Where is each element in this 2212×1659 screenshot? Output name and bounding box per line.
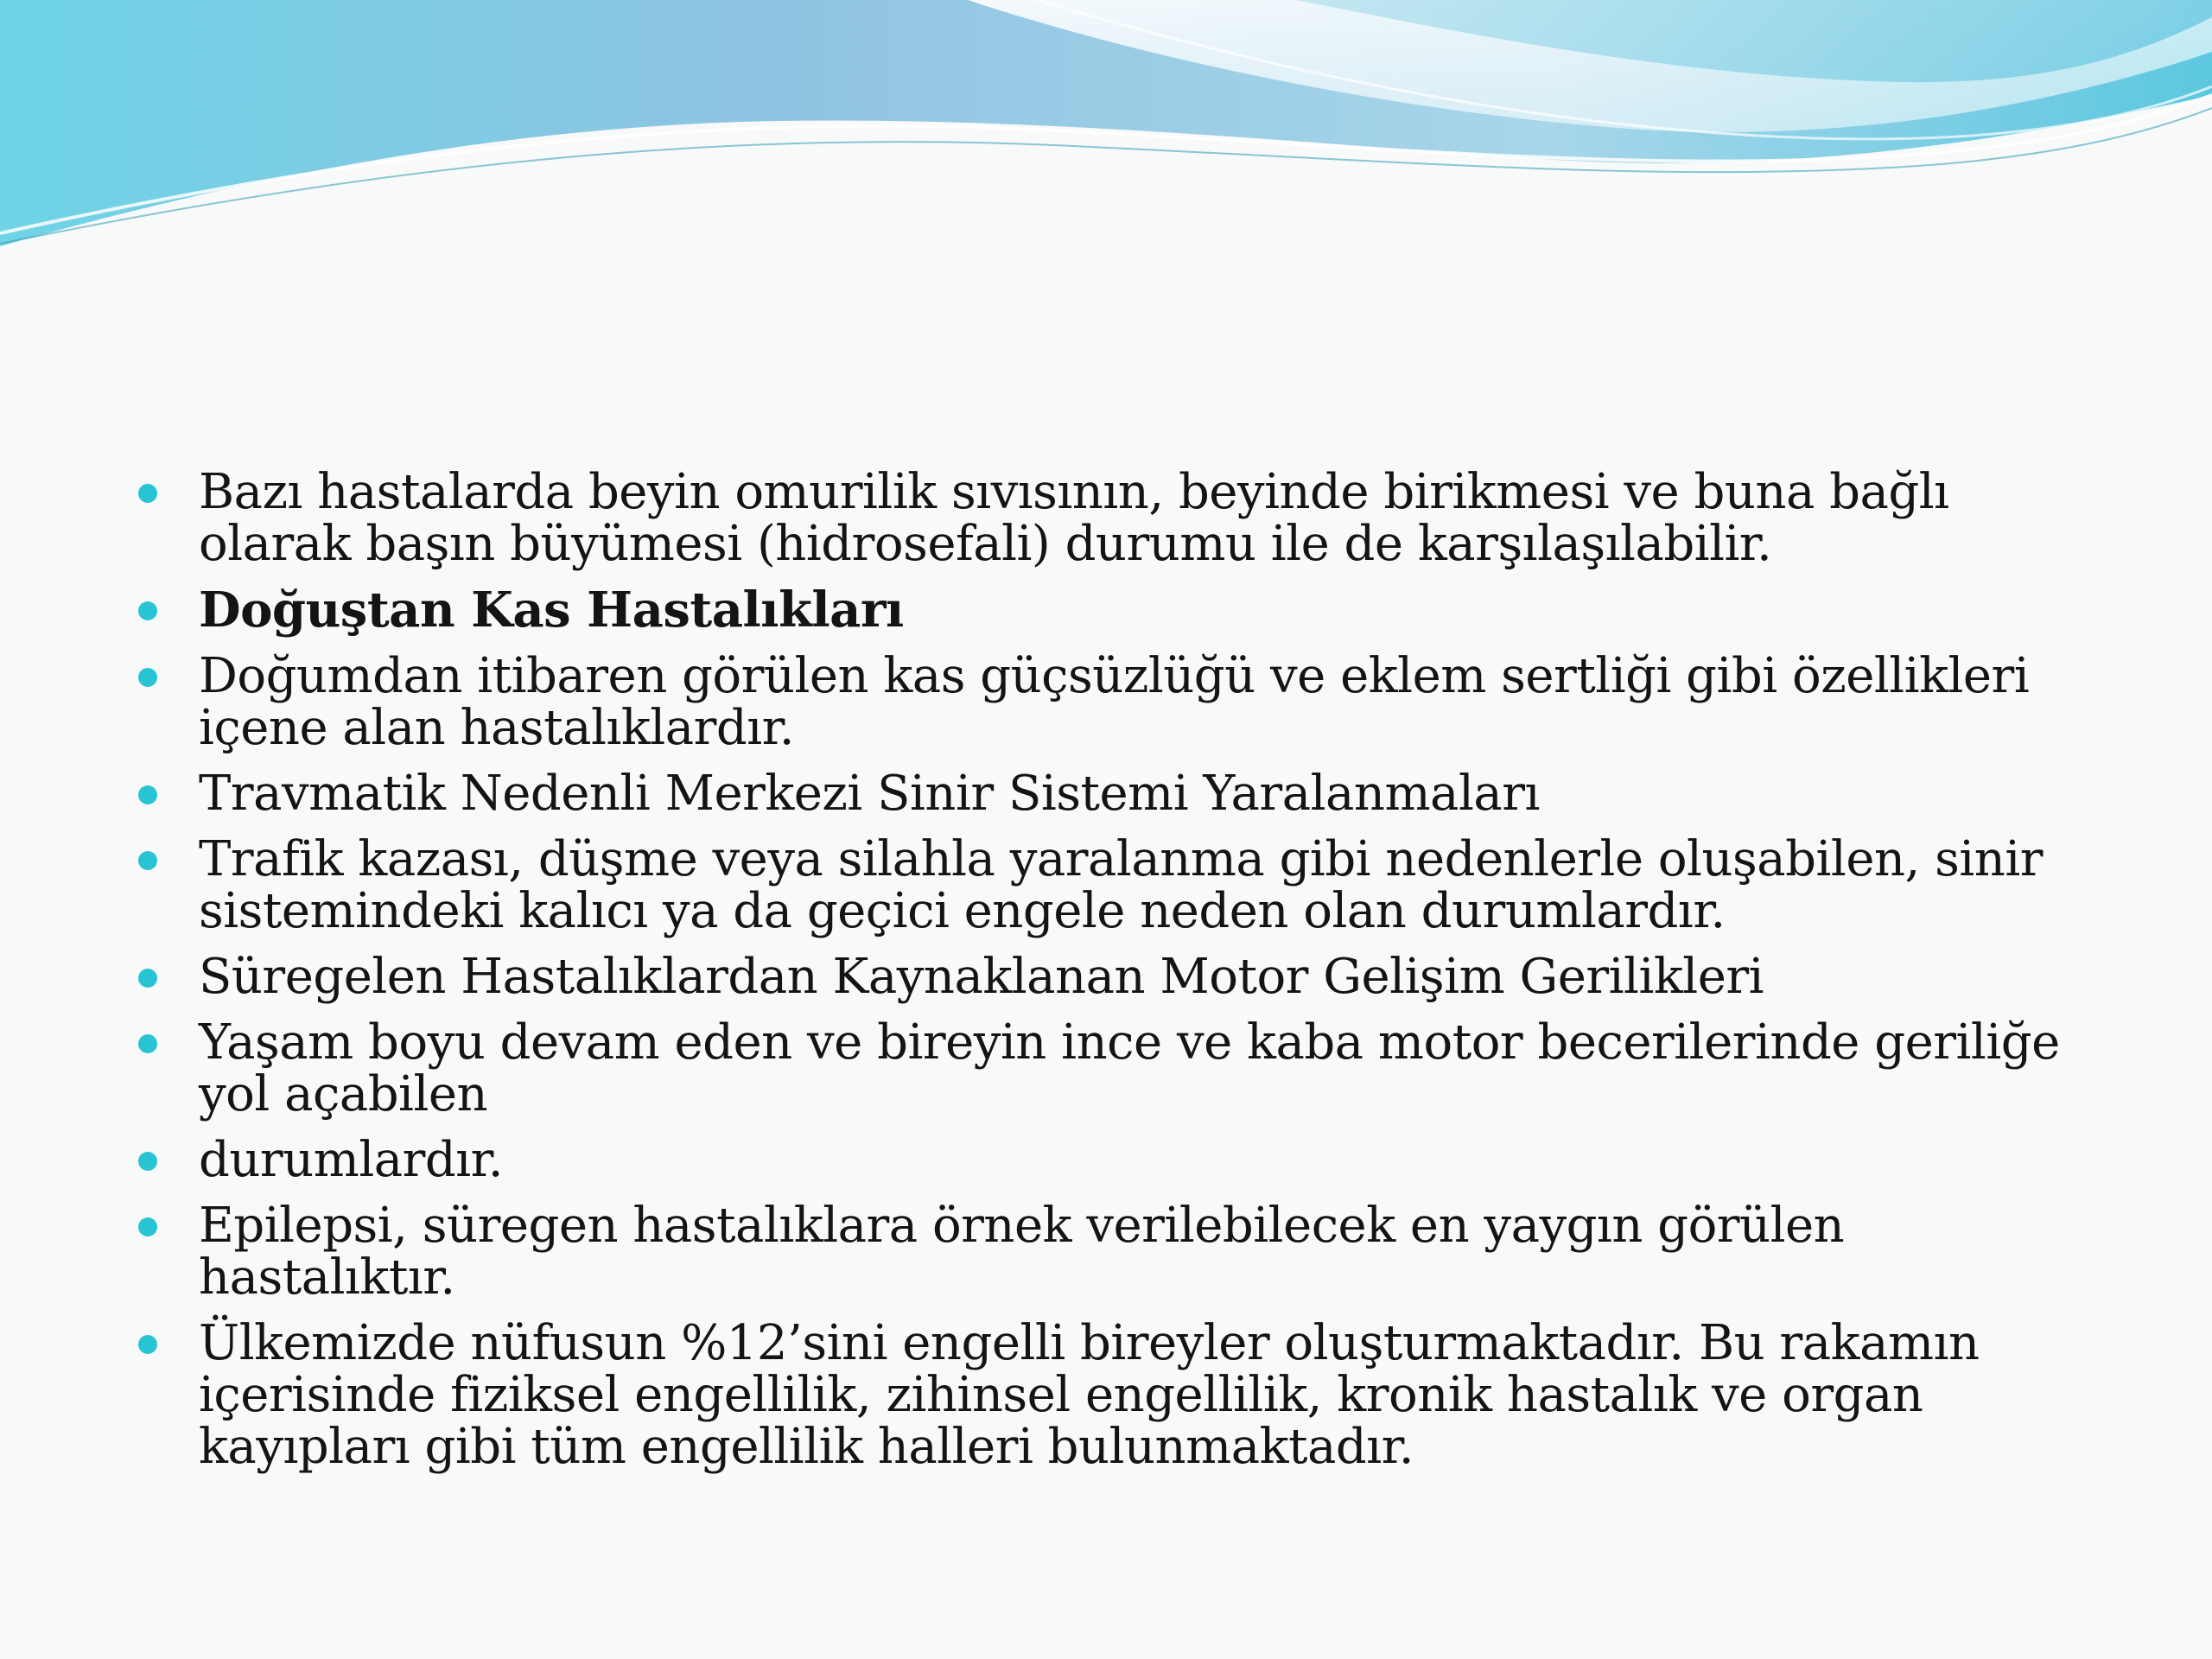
list-item (130, 464, 2100, 572)
bullet-text: Epilepsi, süregen hastalıklara örnek verilebilecek en yaygın görülen hastalıktır. (199, 1198, 1845, 1306)
bullet-heading: Doğuştan Kas Hastalıkları (199, 582, 904, 639)
bullet-text: Travmatik Nedenli Merkezi Sinir Sistemi Yaralanmaları (199, 766, 1540, 822)
list-item (130, 648, 2100, 756)
list-item (130, 584, 2100, 637)
bullet-icon (138, 785, 157, 804)
bullet-list (130, 464, 2100, 1475)
list-item (130, 768, 2100, 820)
bullet-text: Ülkemizde nüfusun %12’sini engelli bireyler oluşturmaktadır. Bu rakamın içerisinde fiziksel engellilik, zihinsel engellilik, kronik hastalık ve organ kayıpları gibi tüm engellilik halleri bulunmaktadır. (199, 1315, 1980, 1475)
list-item (130, 1132, 2100, 1188)
bullet-icon (138, 1034, 157, 1053)
list-item (130, 951, 2100, 1003)
bullet-text: Süregelen Hastalıklardan Kaynaklanan Motor Gelişim Gerilikleri (199, 949, 1764, 1005)
bullet-icon (138, 668, 157, 687)
bullet-icon (138, 484, 157, 503)
bullet-text: Yaşam boyu devam eden ve bireyin ince ve kaba motor becerilerinde geriliğe yol açabilen (199, 1014, 2060, 1122)
list-item (130, 1014, 2100, 1122)
bullet-text: durumlardır. (199, 1132, 504, 1188)
bullet-icon (138, 601, 157, 620)
bullet-icon (138, 1335, 157, 1354)
bullet-text: Trafik kazası, düşme veya silahla yaralanma gibi nedenlerle oluşabilen, sinir sistemindeki kalıcı ya da geçici engele neden olan durumlardır. (199, 831, 2044, 939)
list-item (130, 831, 2100, 939)
bullet-icon (138, 1152, 157, 1171)
bullet-text: Doğumdan itibaren görülen kas güçsüzlüğü ve eklem sertliği gibi özellikleri içene alan hastalıklardır. (199, 648, 2030, 756)
slide-body (130, 464, 2100, 1487)
bullet-icon (138, 969, 157, 988)
header-wave-decoration (0, 0, 2212, 276)
bullet-icon (138, 1217, 157, 1236)
list-item (130, 1315, 2100, 1475)
list-item (130, 1200, 2100, 1304)
bullet-text: Bazı hastalarda beyin omurilik sıvısının, beyinde birikmesi ve buna bağlı olarak başın büyümesi (hidrosefali) durumu ile de karşılaşılabilir. (199, 464, 1949, 572)
bullet-icon (138, 851, 157, 870)
